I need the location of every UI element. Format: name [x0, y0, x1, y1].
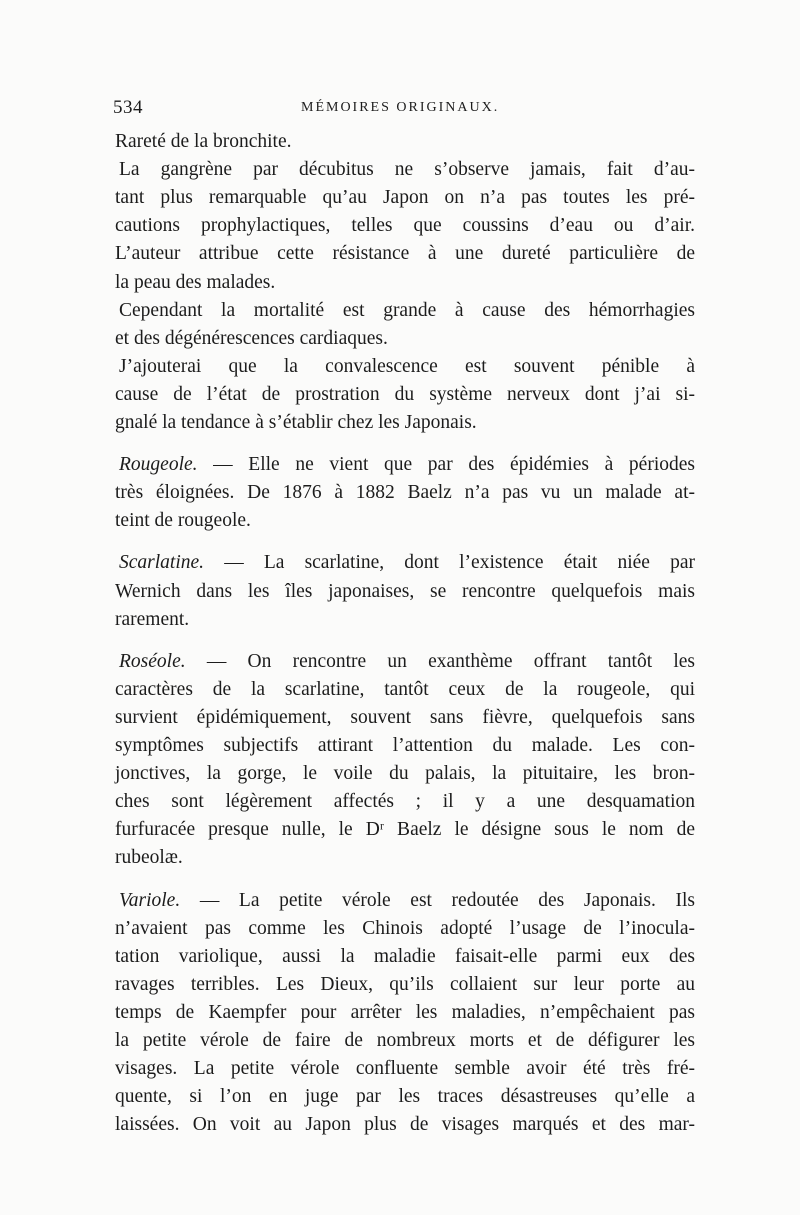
text-line [115, 578, 695, 606]
text-line [119, 887, 695, 915]
line-text: — La scarlatine, dont l’existence était niée par [204, 552, 695, 574]
line-text: tant plus remarquable qu’au Japon on n’a pas toutes les pré- [115, 187, 695, 209]
text-line [115, 381, 695, 409]
text-line [115, 915, 695, 943]
line-text: gnalé la tendance à s’établir chez les Japonais. [115, 412, 477, 433]
text-line [115, 325, 695, 353]
text-line [115, 128, 695, 156]
text-line [115, 844, 695, 872]
line-text: — Elle ne vient que par des épidémies à périodes [197, 454, 695, 476]
line-text: rubeolæ. [115, 847, 183, 869]
line-text: survient épidémiquement, souvent sans fièvre, quelquefois sans [115, 706, 695, 728]
line-text: Rareté de la bronchite. [115, 131, 292, 152]
text-line [115, 409, 695, 437]
text-line [115, 1083, 695, 1111]
line-text: tation variolique, aussi la maladie faisait-elle parmi eux des [115, 945, 695, 967]
text-line [119, 451, 695, 479]
running-head: MÉMOIRES ORIGINAUX. [301, 100, 500, 115]
text-line [115, 760, 695, 788]
line-text: La gangrène par décubitus ne s’observe jamais, fait d’au- [119, 159, 695, 181]
text-line [115, 212, 695, 240]
paragraph-heading: Roséole. [119, 650, 186, 672]
line-text: — La petite vérole est redoutée des Japonais. Ils [180, 889, 695, 911]
text-line [115, 732, 695, 760]
paragraph-heading: Scarlatine. [119, 552, 205, 574]
text-line [115, 184, 695, 212]
line-text: furfuracée presque nulle, le Dʳ Baelz le désigne sous le nom de [115, 819, 695, 841]
line-text: ches sont légèrement affectés ; il y a une desquamation [115, 791, 695, 813]
line-text: et des dégénérescences cardiaques. [115, 327, 388, 349]
text-line [115, 507, 695, 535]
line-text: temps de Kaempfer pour arrêter les maladies, n’empêchaient pas [115, 1001, 695, 1023]
line-text: Cependant la mortalité est grande à cause des hémorrhagies [119, 299, 695, 321]
text-line [115, 704, 695, 732]
line-text: très éloignées. De 1876 à 1882 Baelz n’a pas vu un malade at- [115, 482, 695, 504]
text-line [115, 788, 695, 816]
text-line [115, 240, 695, 268]
line-text: visages. La petite vérole confluente semble avoir été très fré- [115, 1058, 695, 1080]
line-text: Wernich dans les îles japonaises, se rencontre quelquefois mais [115, 580, 695, 602]
text-line [115, 1055, 695, 1083]
text-line [115, 1111, 695, 1139]
line-text: cause de l’état de prostration du système nerveux dont j’ai si- [115, 383, 695, 405]
line-text: la petite vérole de faire de nombreux morts et de défigurer les [115, 1030, 695, 1051]
text-line [115, 1027, 695, 1055]
line-text: ravages terribles. Les Dieux, qu’ils collaient sur leur porte au [115, 973, 695, 995]
line-text: caractères de la scarlatine, tantôt ceux de la rougeole, qui [115, 678, 695, 700]
text-line [115, 943, 695, 971]
text-line [115, 479, 695, 507]
text-line [119, 549, 695, 577]
line-text: L’auteur attribue cette résistance à une dureté particulière de [115, 243, 695, 265]
page-header [113, 97, 693, 121]
line-text: la peau des malades. [115, 271, 276, 293]
text-line [119, 156, 695, 184]
page-number: 534 [113, 97, 143, 118]
paragraph-heading: Rougeole. [119, 454, 198, 476]
text-line [115, 269, 695, 297]
line-text: — On rencontre un exanthème offrant tantôt les [185, 650, 695, 672]
text-line [115, 816, 695, 844]
line-text: quente, si l’on en juge par les traces désastreuses qu’elle a [115, 1086, 695, 1108]
line-text: n’avaient pas comme les Chinois adopté l’usage de l’inocula- [115, 917, 695, 939]
text-line [119, 353, 695, 381]
line-text: rarement. [115, 608, 190, 630]
line-text: cautions prophylactiques, telles que coussins d’eau ou d’air. [115, 215, 695, 237]
text-line [119, 297, 695, 325]
line-text: jonctives, la gorge, le voile du palais, la pituitaire, les bron- [115, 763, 695, 785]
line-text: symptômes subjectifs attirant l’attention du malade. Les con- [115, 735, 695, 756]
line-text: laissées. On voit au Japon plus de visages marqués et des mar- [115, 1114, 695, 1136]
text-line [115, 971, 695, 999]
text-line [115, 676, 695, 704]
paragraph-heading: Variole. [119, 889, 181, 911]
line-text: J’ajouterai que la convalescence est souvent pénible à [119, 355, 695, 377]
line-text: teint de rougeole. [115, 510, 251, 532]
text-line [115, 606, 695, 634]
text-line [119, 648, 695, 676]
text-line [115, 999, 695, 1027]
